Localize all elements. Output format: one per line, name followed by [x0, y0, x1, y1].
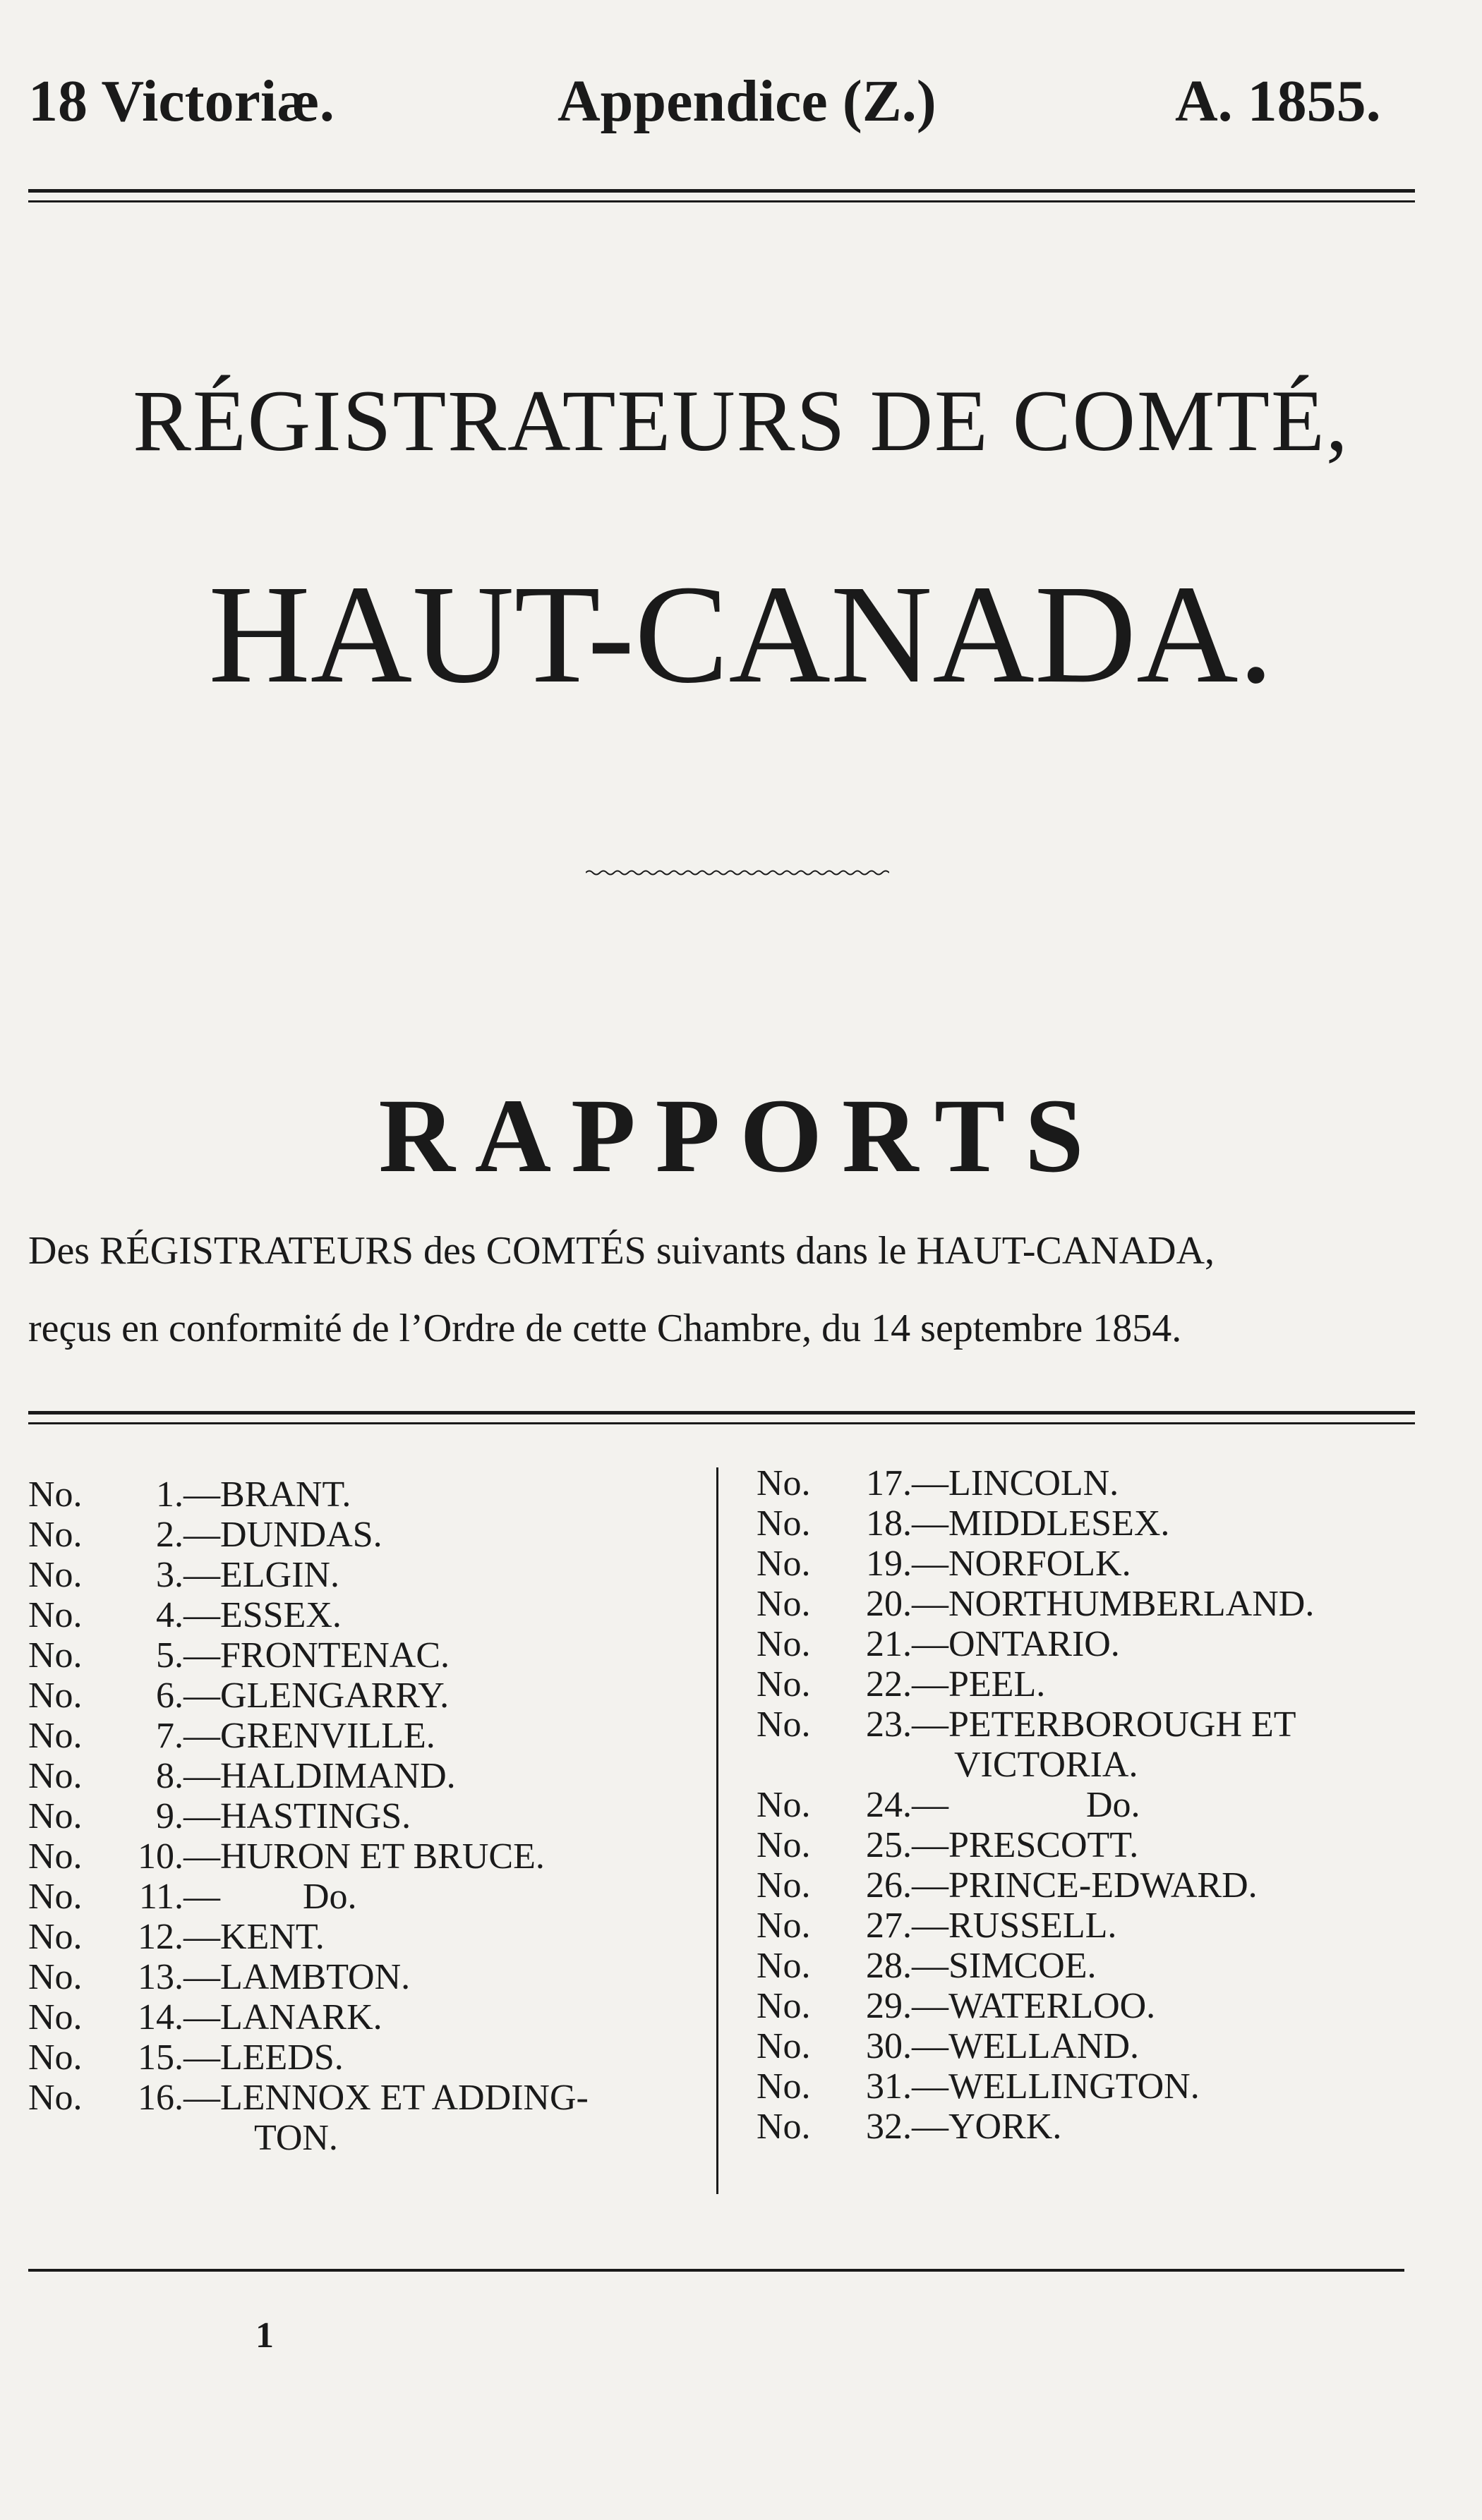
list-item: No. 6.—GLENGARRY.	[28, 1676, 450, 1716]
list-item: No. 8.—HALDIMAND.	[28, 1756, 456, 1796]
intro-line-2: reçus en conformité de l’Ordre de cette Chambre, du 14 septembre 1854.	[28, 1307, 1182, 1350]
list-item: No. 24.— Do.	[757, 1785, 1140, 1825]
list-item: No. 30.—WELLAND.	[757, 2026, 1140, 2066]
list-item-continuation: VICTORIA.	[954, 1745, 1138, 1785]
list-item: No. 32.—YORK.	[757, 2107, 1062, 2147]
list-item: No. 14.—LANARK.	[28, 1997, 382, 2037]
page-title-region: HAUT-CANADA.	[208, 557, 1274, 713]
county-list-right	[757, 1463, 1462, 2147]
header-rule-thin	[28, 200, 1415, 202]
list-item: No. 9.—HASTINGS.	[28, 1796, 411, 1836]
list-item: No. 5.—FRONTENAC.	[28, 1635, 450, 1676]
list-item: No. 27.—RUSSELL.	[757, 1906, 1117, 1946]
header-rule-thick	[28, 189, 1415, 193]
ornament-divider	[586, 868, 889, 878]
list-item: No. 12.—KENT.	[28, 1917, 325, 1957]
list-item: No. 4.—ESSEX.	[28, 1595, 342, 1635]
list-item-continuation: TON.	[254, 2118, 338, 2158]
list-item: No. 20.—NORTHUMBERLAND.	[757, 1584, 1315, 1624]
list-item: No. 16.—LENNOX ET ADDING-	[28, 2078, 589, 2118]
list-item: No. 22.—PEEL.	[757, 1664, 1046, 1704]
list-item: No. 23.—PETERBOROUGH ET	[757, 1704, 1296, 1745]
intro-line-1: Des RÉGISTRATEURS des COMTÉS suivants dans le HAUT-CANADA,	[28, 1229, 1215, 1273]
list-item: No. 29.—WATERLOO.	[757, 1986, 1156, 2026]
list-item: No. 21.—ONTARIO.	[757, 1624, 1120, 1664]
footer-rule	[28, 2269, 1404, 2272]
page-number: 1	[255, 2315, 274, 2356]
section-heading: RAPPORTS	[378, 1077, 1104, 1194]
list-item: No. 13.—LAMBTON.	[28, 1957, 411, 1997]
list-rule-thin	[28, 1422, 1415, 1424]
list-item: No. 19.—NORFOLK.	[757, 1544, 1131, 1584]
list-item: No. 1.—BRANT.	[28, 1474, 351, 1515]
list-item: No. 18.—MIDDLESEX.	[757, 1503, 1170, 1544]
list-item: No. 15.—LEEDS.	[28, 2037, 344, 2078]
running-head-left: 18 Victoriæ.	[28, 68, 335, 134]
page-title: RÉGISTRATEURS DE COMTÉ,	[133, 372, 1349, 469]
running-head-right: A. 1855.	[1175, 68, 1381, 134]
list-item: No. 11.— Do.	[28, 1877, 357, 1917]
column-divider	[716, 1467, 718, 2194]
running-head	[0, 67, 1482, 145]
list-item: No. 25.—PRESCOTT.	[757, 1825, 1139, 1865]
list-item: No. 17.—LINCOLN.	[757, 1463, 1119, 1503]
list-item: No. 3.—ELGIN.	[28, 1555, 339, 1595]
list-item: No. 28.—SIMCOE.	[757, 1946, 1097, 1986]
list-rule-thick	[28, 1411, 1415, 1415]
running-head-center: Appendice (Z.)	[558, 68, 936, 134]
list-item: No. 31.—WELLINGTON.	[757, 2066, 1200, 2107]
list-item: No. 7.—GRENVILLE.	[28, 1716, 435, 1756]
county-list-left	[28, 1474, 706, 2158]
list-item: No. 10.—HURON ET BRUCE.	[28, 1836, 545, 1877]
list-item: No. 26.—PRINCE-EDWARD.	[757, 1865, 1258, 1906]
list-item: No. 2.—DUNDAS.	[28, 1515, 382, 1555]
